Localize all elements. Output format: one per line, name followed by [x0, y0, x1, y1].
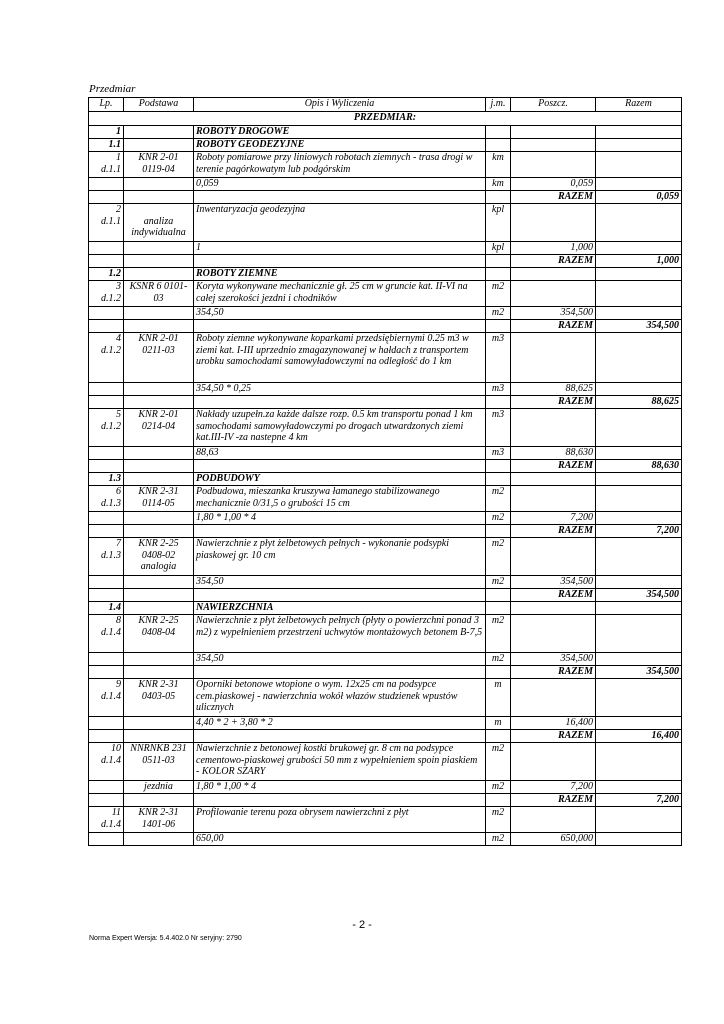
podstawa-cell	[124, 717, 194, 730]
razem-cell	[596, 447, 682, 460]
jm-cell	[486, 139, 511, 152]
jm-cell: m2	[486, 833, 511, 846]
razem-row	[89, 589, 682, 602]
calculation-row	[89, 781, 682, 794]
poszcz-cell	[511, 268, 596, 281]
position-row	[89, 333, 682, 383]
opis-cell: Nawierzchnie z betonowej kostki brukowej gr. 8 cm na podsypce cementowo-piaskowej grubości 50 mm z wypełnieniem spoin piaskiem - KOLOR SZARY	[194, 743, 486, 781]
razem-value: 354,500	[596, 589, 682, 602]
razem-label: RAZEM	[511, 396, 596, 409]
razem-cell	[596, 833, 682, 846]
razem-value: 0,059	[596, 191, 682, 204]
podstawa-cell: NNRNKB 231 0511-03	[124, 743, 194, 781]
razem-row	[89, 666, 682, 679]
poszcz-cell	[511, 538, 596, 576]
opis-cell	[194, 255, 486, 268]
opis-cell: Nawierzchnie z płyt żelbetowych pełnych (płyty o powierzchni ponad 3 m2) z wypełnieniem przestrzeni uchwytów montażowych betonem B-7,5	[194, 615, 486, 653]
page-number: - 2 -	[352, 919, 372, 931]
podstawa-cell	[124, 178, 194, 191]
lp-cell	[89, 576, 124, 589]
lp-cell	[89, 447, 124, 460]
calculation-row	[89, 307, 682, 320]
jm-cell	[486, 730, 511, 743]
poszcz-value: 88,625	[511, 383, 596, 396]
razem-cell	[596, 486, 682, 512]
jm-cell: km	[486, 178, 511, 191]
calculation-cell: 1	[194, 242, 486, 255]
section-number: 1.4	[89, 602, 124, 615]
jm-cell: m	[486, 717, 511, 730]
calculation-cell: 4,40 * 2 + 3,80 * 2	[194, 717, 486, 730]
position-row	[89, 409, 682, 447]
podstawa-cell: KNR 2-25 0408-04	[124, 615, 194, 653]
position-number: 6 d.1.3	[89, 486, 124, 512]
poszcz-value: 354,500	[511, 307, 596, 320]
table-header-row	[89, 98, 682, 112]
lp-cell	[89, 191, 124, 204]
podstawa-cell	[124, 602, 194, 615]
document-label: Przedmiar	[89, 83, 136, 95]
podstawa-cell	[124, 191, 194, 204]
podstawa-cell	[124, 666, 194, 679]
razem-cell	[596, 383, 682, 396]
poszcz-cell	[511, 204, 596, 242]
razem-cell	[596, 807, 682, 833]
razem-row	[89, 730, 682, 743]
podstawa-cell	[124, 794, 194, 807]
opis-cell	[194, 396, 486, 409]
opis-cell: Inwentaryzacja geodezyjna	[194, 204, 486, 242]
przedmiar-table	[88, 97, 682, 846]
jm-cell: m3	[486, 333, 511, 383]
podstawa-cell	[124, 576, 194, 589]
poszcz-cell	[511, 152, 596, 178]
podstawa-cell	[124, 139, 194, 152]
lp-cell	[89, 589, 124, 602]
opis-cell	[194, 666, 486, 679]
podstawa-cell: KNR 2-25 0408-02 analogia	[124, 538, 194, 576]
lp-cell	[89, 307, 124, 320]
opis-cell: Roboty pomiarowe przy liniowych robotach ziemnych - trasa drogi w terenie pagórkowatym lub podgórskim	[194, 152, 486, 178]
jm-cell	[486, 126, 511, 139]
calculation-row	[89, 242, 682, 255]
jm-cell: m2	[486, 486, 511, 512]
position-number: 4 d.1.2	[89, 333, 124, 383]
section-number: 1.3	[89, 473, 124, 486]
lp-cell	[89, 525, 124, 538]
podstawa-cell: KNR 2-31 0114-05	[124, 486, 194, 512]
opis-cell: Koryta wykonywane mechanicznie gł. 25 cm w gruncie kat. II-VI na całej szerokości jezdni i chodników	[194, 281, 486, 307]
lp-cell	[89, 781, 124, 794]
razem-cell	[596, 473, 682, 486]
section-title: ROBOTY DROGOWE	[194, 126, 486, 139]
razem-label: RAZEM	[511, 255, 596, 268]
section-row	[89, 139, 682, 152]
podstawa-cell: KNR 2-01 0119-04	[124, 152, 194, 178]
position-number: 2 d.1.1	[89, 204, 124, 242]
jm-cell	[486, 396, 511, 409]
razem-row	[89, 460, 682, 473]
podstawa-cell	[124, 383, 194, 396]
position-number: 7 d.1.3	[89, 538, 124, 576]
razem-row	[89, 396, 682, 409]
razem-cell	[596, 268, 682, 281]
jm-cell	[486, 255, 511, 268]
title-row	[89, 112, 682, 126]
razem-cell	[596, 307, 682, 320]
razem-cell	[596, 576, 682, 589]
calculation-row	[89, 178, 682, 191]
podstawa-cell	[124, 512, 194, 525]
razem-cell	[596, 653, 682, 666]
podstawa-cell: KNR 2-01 0214-04	[124, 409, 194, 447]
jm-cell: m3	[486, 409, 511, 447]
podstawa-cell	[124, 255, 194, 268]
position-number: 11 d.1.4	[89, 807, 124, 833]
jm-cell	[486, 473, 511, 486]
razem-cell	[596, 139, 682, 152]
section-row	[89, 473, 682, 486]
header-lp: Lp.	[89, 98, 124, 112]
calculation-cell: 650,00	[194, 833, 486, 846]
poszcz-value: 650,000	[511, 833, 596, 846]
podstawa-cell	[124, 447, 194, 460]
calculation-cell: 88,63	[194, 447, 486, 460]
jm-cell: m3	[486, 383, 511, 396]
razem-value: 354,500	[596, 666, 682, 679]
lp-cell	[89, 794, 124, 807]
lp-cell	[89, 255, 124, 268]
poszcz-value: 1,000	[511, 242, 596, 255]
section-row	[89, 268, 682, 281]
jm-cell	[486, 525, 511, 538]
software-info: Norma Expert Wersja: 5.4.402.0 Nr seryjny: 2790	[89, 935, 242, 942]
position-row	[89, 679, 682, 717]
opis-cell	[194, 730, 486, 743]
section-row	[89, 602, 682, 615]
position-number: 1 d.1.1	[89, 152, 124, 178]
position-number: 5 d.1.2	[89, 409, 124, 447]
jm-cell	[486, 589, 511, 602]
calculation-cell: 1,80 * 1,00 * 4	[194, 512, 486, 525]
opis-cell: Profilowanie terenu poza obrysem nawierzchni z płyt	[194, 807, 486, 833]
podstawa-cell	[124, 307, 194, 320]
podstawa-cell	[124, 833, 194, 846]
title-cell: PRZEDMIAR:	[89, 112, 682, 126]
jm-cell	[486, 320, 511, 333]
position-number: 8 d.1.4	[89, 615, 124, 653]
razem-cell	[596, 333, 682, 383]
razem-cell	[596, 781, 682, 794]
jm-cell	[486, 460, 511, 473]
lp-cell	[89, 178, 124, 191]
razem-row	[89, 255, 682, 268]
razem-label: RAZEM	[511, 460, 596, 473]
poszcz-cell	[511, 615, 596, 653]
jm-cell: km	[486, 152, 511, 178]
position-row	[89, 486, 682, 512]
podstawa-cell	[124, 473, 194, 486]
razem-cell	[596, 512, 682, 525]
jm-cell	[486, 666, 511, 679]
poszcz-value: 16,400	[511, 717, 596, 730]
razem-label: RAZEM	[511, 191, 596, 204]
razem-cell	[596, 743, 682, 781]
jm-cell: m2	[486, 576, 511, 589]
podstawa-cell	[124, 242, 194, 255]
poszcz-value: 354,500	[511, 653, 596, 666]
section-title: PODBUDOWY	[194, 473, 486, 486]
opis-cell	[194, 460, 486, 473]
jm-cell: m2	[486, 615, 511, 653]
position-row	[89, 538, 682, 576]
section-number: 1.1	[89, 139, 124, 152]
lp-cell	[89, 717, 124, 730]
razem-row	[89, 191, 682, 204]
calculation-cell: 354,50	[194, 576, 486, 589]
position-row	[89, 152, 682, 178]
jm-cell	[486, 602, 511, 615]
poszcz-cell	[511, 126, 596, 139]
jm-cell: m2	[486, 807, 511, 833]
razem-cell	[596, 615, 682, 653]
razem-row	[89, 320, 682, 333]
jm-cell: m2	[486, 281, 511, 307]
lp-cell	[89, 320, 124, 333]
calculation-cell: 1,80 * 1,00 * 4	[194, 781, 486, 794]
razem-cell	[596, 281, 682, 307]
lp-cell	[89, 396, 124, 409]
podstawa-cell	[124, 653, 194, 666]
razem-value: 354,500	[596, 320, 682, 333]
razem-cell	[596, 178, 682, 191]
section-title: ROBOTY ZIEMNE	[194, 268, 486, 281]
jm-cell: m2	[486, 512, 511, 525]
razem-label: RAZEM	[511, 730, 596, 743]
lp-cell	[89, 460, 124, 473]
podstawa-cell	[124, 589, 194, 602]
jm-cell: m2	[486, 307, 511, 320]
opis-cell: Podbudowa, mieszanka kruszywa łamanego stabilizowanego mechanicznie 0/31,5 o grubości 15 cm	[194, 486, 486, 512]
poszcz-cell	[511, 409, 596, 447]
poszcz-cell	[511, 473, 596, 486]
razem-value: 88,625	[596, 396, 682, 409]
podstawa-cell	[124, 730, 194, 743]
poszcz-cell	[511, 333, 596, 383]
poszcz-value: 354,500	[511, 576, 596, 589]
opis-cell: Oporniki betonowe wtopione o wym. 12x25 cm na podsypce cem.piaskowej - nawierzchnia wokół włazów studzienek wpustów ulicznych	[194, 679, 486, 717]
opis-cell	[194, 320, 486, 333]
header-podstawa: Podstawa	[124, 98, 194, 112]
opis-cell	[194, 794, 486, 807]
jm-cell: m2	[486, 653, 511, 666]
section-title: ROBOTY GEODEZYJNE	[194, 139, 486, 152]
position-row	[89, 204, 682, 242]
podstawa-cell	[124, 460, 194, 473]
jm-cell: m2	[486, 743, 511, 781]
razem-value: 16,400	[596, 730, 682, 743]
podstawa-cell: jezdnia	[124, 781, 194, 794]
razem-cell	[596, 204, 682, 242]
razem-value: 7,200	[596, 525, 682, 538]
position-row	[89, 807, 682, 833]
header-poszcz: Poszcz.	[511, 98, 596, 112]
opis-cell: Roboty ziemne wykonywane koparkami przedsiębiernymi 0.25 m3 w ziemi kat. I-III uprzednio zmagazynowanej w hałdach z transportem urobku samochodami samowyładowczymi na odległość do 1 km	[194, 333, 486, 383]
lp-cell	[89, 833, 124, 846]
position-number: 3 d.1.2	[89, 281, 124, 307]
position-row	[89, 281, 682, 307]
razem-label: RAZEM	[511, 794, 596, 807]
podstawa-cell: analiza indywidualna	[124, 204, 194, 242]
header-opis: Opis i Wyliczenia	[194, 98, 486, 112]
podstawa-cell: KNR 2-31 1401-06	[124, 807, 194, 833]
position-row	[89, 615, 682, 653]
razem-row	[89, 794, 682, 807]
opis-cell	[194, 191, 486, 204]
poszcz-cell	[511, 807, 596, 833]
razem-label: RAZEM	[511, 320, 596, 333]
razem-cell	[596, 717, 682, 730]
podstawa-cell	[124, 320, 194, 333]
poszcz-value: 0,059	[511, 178, 596, 191]
razem-value: 1,000	[596, 255, 682, 268]
razem-cell	[596, 242, 682, 255]
podstawa-cell	[124, 268, 194, 281]
header-razem: Razem	[596, 98, 682, 112]
jm-cell	[486, 794, 511, 807]
position-number: 10 d.1.4	[89, 743, 124, 781]
calculation-row	[89, 512, 682, 525]
poszcz-cell	[511, 139, 596, 152]
podstawa-cell	[124, 525, 194, 538]
jm-cell: m	[486, 679, 511, 717]
razem-label: RAZEM	[511, 589, 596, 602]
opis-cell: Nawierzchnie z płyt żelbetowych pełnych - wykonanie podsypki piaskowej gr. 10 cm	[194, 538, 486, 576]
section-number: 1	[89, 126, 124, 139]
calculation-cell: 0,059	[194, 178, 486, 191]
podstawa-cell: KSNR 6 0101- 03	[124, 281, 194, 307]
lp-cell	[89, 653, 124, 666]
razem-cell	[596, 679, 682, 717]
section-row	[89, 126, 682, 139]
jm-cell	[486, 191, 511, 204]
poszcz-value: 7,200	[511, 512, 596, 525]
lp-cell	[89, 242, 124, 255]
podstawa-cell: KNR 2-01 0211-03	[124, 333, 194, 383]
calculation-row	[89, 447, 682, 460]
opis-cell	[194, 589, 486, 602]
jm-cell: m2	[486, 781, 511, 794]
razem-label: RAZEM	[511, 525, 596, 538]
calculation-cell: 354,50	[194, 653, 486, 666]
calculation-cell: 354,50 * 0,25	[194, 383, 486, 396]
jm-cell	[486, 268, 511, 281]
razem-cell	[596, 538, 682, 576]
position-number: 9 d.1.4	[89, 679, 124, 717]
poszcz-value: 88,630	[511, 447, 596, 460]
calculation-cell: 354,50	[194, 307, 486, 320]
lp-cell	[89, 730, 124, 743]
lp-cell	[89, 383, 124, 396]
calculation-row	[89, 576, 682, 589]
razem-cell	[596, 152, 682, 178]
calculation-row	[89, 653, 682, 666]
table-body	[89, 126, 682, 846]
podstawa-cell: KNR 2-31 0403-05	[124, 679, 194, 717]
section-title: NAWIERZCHNIA	[194, 602, 486, 615]
podstawa-cell	[124, 126, 194, 139]
jm-cell: m2	[486, 538, 511, 576]
razem-value: 88,630	[596, 460, 682, 473]
poszcz-cell	[511, 743, 596, 781]
calculation-row	[89, 833, 682, 846]
lp-cell	[89, 666, 124, 679]
lp-cell	[89, 512, 124, 525]
razem-value: 7,200	[596, 794, 682, 807]
razem-cell	[596, 602, 682, 615]
razem-cell	[596, 409, 682, 447]
poszcz-cell	[511, 679, 596, 717]
poszcz-cell	[511, 486, 596, 512]
position-row	[89, 743, 682, 781]
podstawa-cell	[124, 396, 194, 409]
razem-label: RAZEM	[511, 666, 596, 679]
jm-cell: kpl	[486, 242, 511, 255]
jm-cell: kpl	[486, 204, 511, 242]
razem-row	[89, 525, 682, 538]
poszcz-value: 7,200	[511, 781, 596, 794]
poszcz-cell	[511, 281, 596, 307]
calculation-row	[89, 717, 682, 730]
calculation-row	[89, 383, 682, 396]
jm-cell: m3	[486, 447, 511, 460]
razem-cell	[596, 126, 682, 139]
poszcz-cell	[511, 602, 596, 615]
opis-cell	[194, 525, 486, 538]
opis-cell: Nakłady uzupełn.za każde dalsze rozp. 0.5 km transportu ponad 1 km samochodami samowyładowczymi po drogach utwardzonych ziemi kat.III-IV -za nastepne 4 km	[194, 409, 486, 447]
header-jm: j.m.	[486, 98, 511, 112]
section-number: 1.2	[89, 268, 124, 281]
